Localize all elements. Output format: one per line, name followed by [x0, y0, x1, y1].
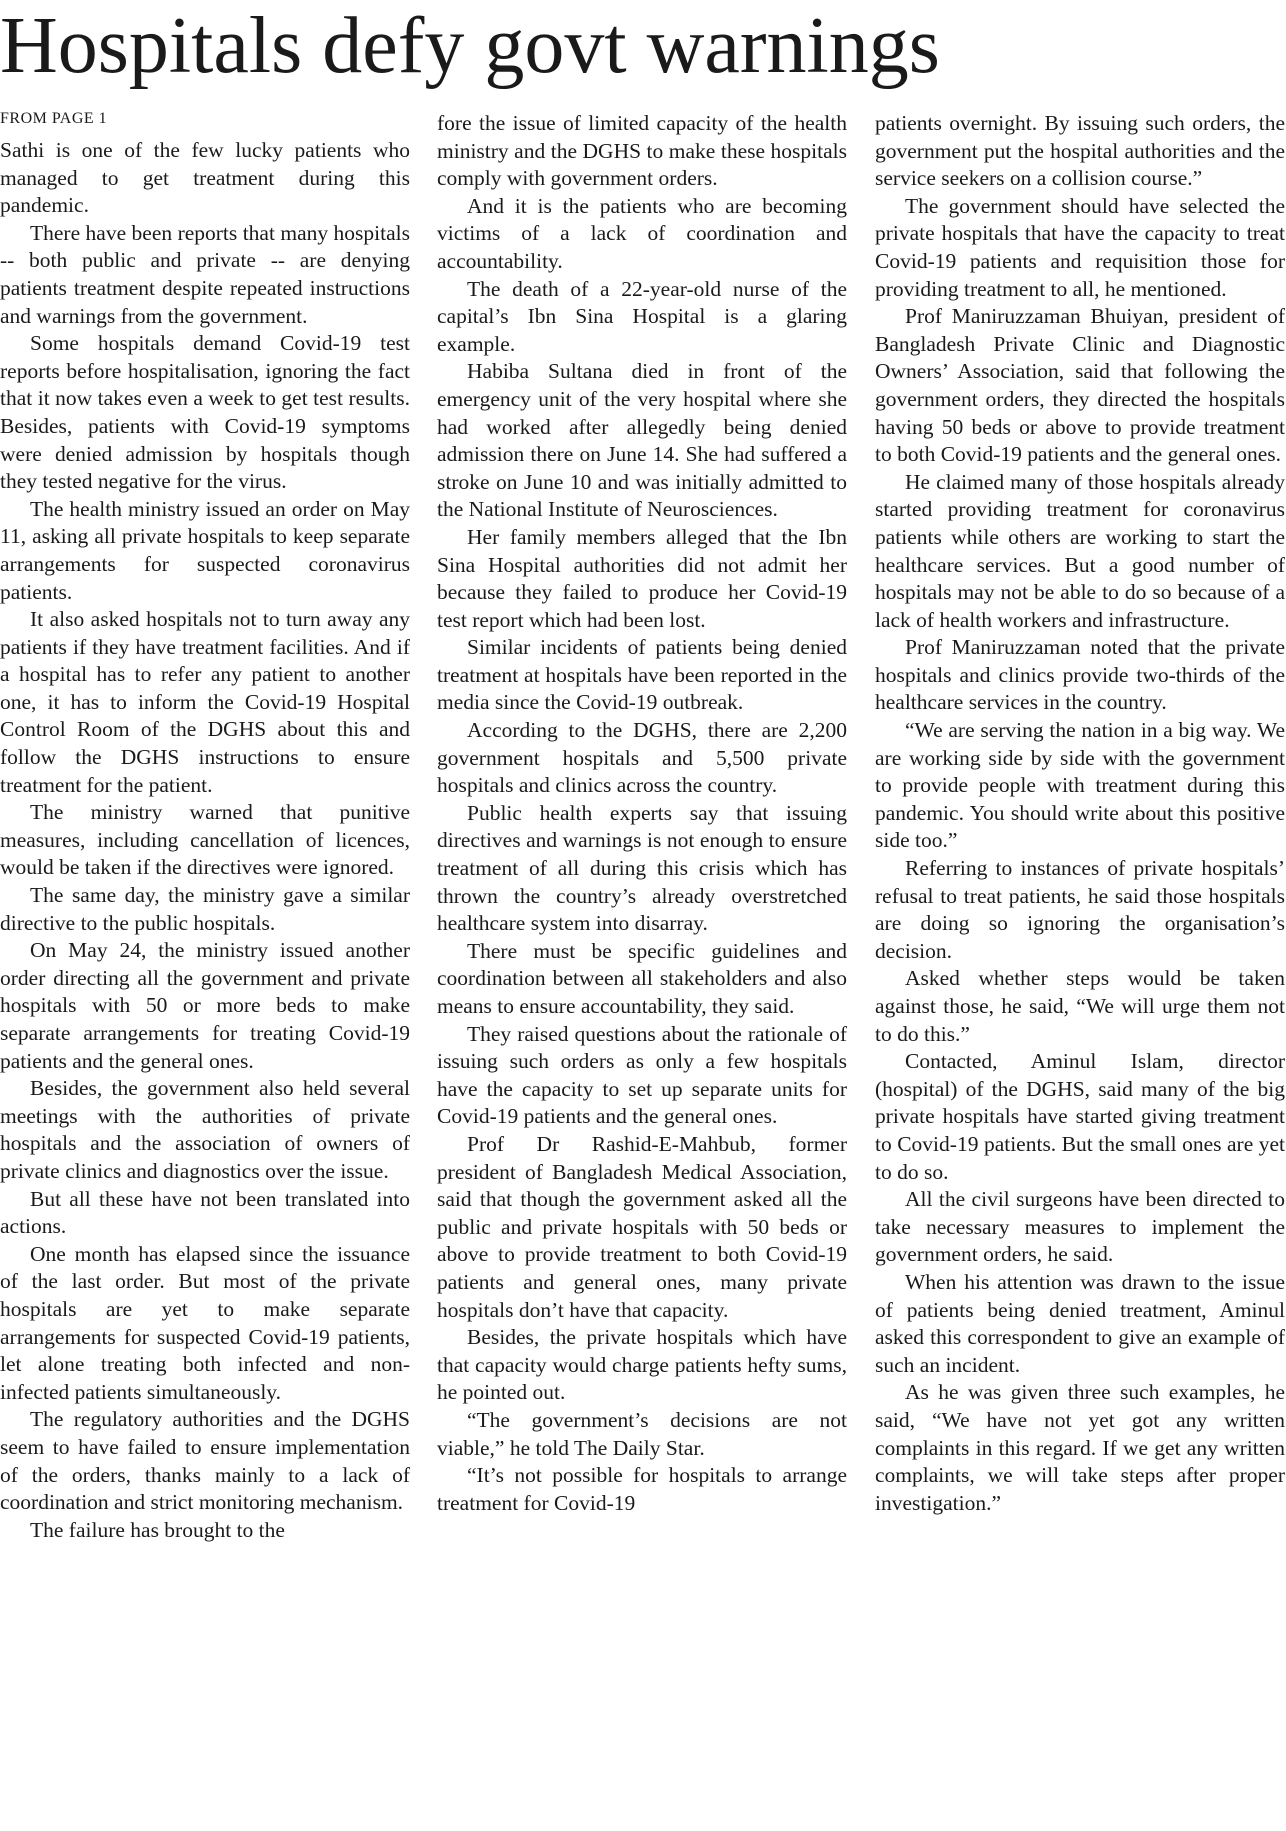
- article-column-2: [437, 110, 847, 1517]
- paragraph-continued: fore the issue of limited capacity of the health ministry and the DGHS to make these hospitals comply with government orders.: [437, 111, 847, 191]
- paragraph: He claimed many of those hospitals already started providing treatment for coronavirus patients while others are working to start the healthcare services. But a good number of hospitals may not be able to do so because of a lack of health workers and infrastructure.: [875, 469, 1285, 632]
- paragraph: The regulatory authorities and the DGHS seem to have failed to ensure implementation of the orders, thanks mainly to a lack of coordination and strict monitoring mechanism.: [0, 1407, 410, 1515]
- paragraph: Contacted, Aminul Islam, director (hospital) of the DGHS, said many of the big private hospitals have started giving treatment to Covid-19 patients. But the small ones are yet to do so.: [875, 1049, 1285, 1184]
- paragraph: “The government’s decisions are not viable,” he told The Daily Star.: [437, 1407, 847, 1460]
- paragraph: On May 24, the ministry issued another order directing all the government and private hospitals with 50 or more beds to make separate arrangements for treating Covid-19 patients and the general ones.: [0, 938, 410, 1073]
- paragraph: Prof Maniruzzaman Bhuiyan, president of Bangladesh Private Clinic and Diagnostic Owners’ Association, said that following the government orders, they directed the hospitals having 50 beds or above to provide treatment to both Covid-19 patients and the general ones.: [875, 304, 1285, 467]
- paragraph: The same day, the ministry gave a similar directive to the public hospitals.: [0, 883, 410, 935]
- paragraph: Prof Maniruzzaman noted that the private hospitals and clinics provide two-thirds of the healthcare services in the country.: [875, 635, 1285, 715]
- paragraph: All the civil surgeons have been directed to take necessary measures to implement the government orders, he said.: [875, 1187, 1285, 1267]
- paragraph: Some hospitals demand Covid-19 test reports before hospitalisation, ignoring the fact that it now takes even a week to get test results. Besides, patients with Covid-19 symptoms were denied admission by hospitals though they tested negative for the virus.: [0, 331, 410, 494]
- paragraph: Besides, the government also held several meetings with the authorities of private hospitals and the association of owners of private clinics and diagnostics over the issue.: [0, 1076, 410, 1183]
- paragraph: One month has elapsed since the issuance of the last order. But most of the private hospitals are yet to make separate arrangements for suspected Covid-19 patients, let alone treating both infected and non-infected patients simultaneously.: [0, 1241, 410, 1404]
- paragraph: Her family members alleged that the Ibn Sina Hospital authorities did not admit her because they failed to produce her Covid-19 test report which had been lost.: [437, 524, 847, 632]
- headline: Hospitals defy govt warnings: [0, 2, 940, 90]
- paragraph: “It’s not possible for hospitals to arrange treatment for Covid-19: [437, 1463, 847, 1515]
- paragraph: Asked whether steps would be taken against those, he said, “We will urge them not to do this.”: [875, 966, 1285, 1046]
- paragraph: The ministry warned that punitive measures, including cancellation of licences, would be taken if the directives were ignored.: [0, 800, 410, 880]
- paragraph: “We are serving the nation in a big way. We are working side by side with the government to provide people with treatment during this pandemic. You should write about this positive side too.”: [875, 718, 1285, 853]
- paragraph: Similar incidents of patients being denied treatment at hospitals have been reported in the media since the Covid-19 outbreak.: [437, 635, 847, 715]
- paragraph-continued: patients overnight. By issuing such orders, the government put the hospital authorities and the service seekers on a collision course.”: [875, 111, 1285, 191]
- article-column-3: [875, 110, 1285, 1517]
- paragraph: The death of a 22-year-old nurse of the capital’s Ibn Sina Hospital is a glaring example.: [437, 276, 847, 356]
- paragraph: Habiba Sultana died in front of the emergency unit of the very hospital where she had worked after allegedly being denied admission there on June 14. She had suffered a stroke on June 10 and was initially admitted to the National Institute of Neurosciences.: [437, 359, 847, 522]
- paragraph: There have been reports that many hospitals -- both public and private -- are denying patients treatment despite repeated instructions and warnings from the government.: [0, 220, 410, 328]
- paragraph: It also asked hospitals not to turn away any patients if they have treatment facilities. And if a hospital has to refer any patient to another one, it has to inform the Covid-19 Hospital Control Room of the DGHS about this and follow the DGHS instructions to ensure treatment for the patient.: [0, 607, 410, 797]
- paragraph: And it is the patients who are becoming victims of a lack of coordination and accountability.: [437, 193, 847, 273]
- paragraph: Public health experts say that issuing directives and warnings is not enough to ensure treatment of all during this crisis which has thrown the country’s already overstretched healthcare system into disarray.: [437, 800, 847, 936]
- paragraph: Besides, the private hospitals which have that capacity would charge patients hefty sums, he pointed out.: [437, 1325, 847, 1405]
- paragraph: When his attention was drawn to the issue of patients being denied treatment, Aminul asked this correspondent to give an example of such an incident.: [875, 1269, 1285, 1377]
- paragraph: The government should have selected the private hospitals that have the capacity to treat Covid-19 patients and requisition those for providing treatment to all, he mentioned.: [875, 193, 1285, 301]
- paragraph: The health ministry issued an order on May 11, asking all private hospitals to keep separate arrangements for suspected coronavirus patients.: [0, 496, 410, 604]
- article-column-1: [0, 137, 410, 1544]
- paragraph: They raised questions about the rationale of issuing such orders as only a few hospitals have the capacity to set up separate units for Covid-19 patients and the general ones.: [437, 1021, 847, 1129]
- paragraph: Sathi is one of the few lucky patients who managed to get treatment during this pandemic.: [0, 138, 410, 218]
- paragraph: But all these have not been translated into actions.: [0, 1186, 410, 1239]
- paragraph: Referring to instances of private hospitals’ refusal to treat patients, he said those hospitals are doing so ignoring the organisation’s decision.: [875, 856, 1285, 963]
- paragraph: The failure has brought to the: [30, 1517, 285, 1542]
- continued-from-label: FROM PAGE 1: [0, 110, 108, 127]
- paragraph: According to the DGHS, there are 2,200 government hospitals and 5,500 private hospitals and clinics across the country.: [437, 718, 847, 798]
- paragraph: As he was given three such examples, he said, “We have not yet got any written complaints in this regard. If we get any written complaints, we will take steps after proper investigation.”: [875, 1380, 1285, 1515]
- paragraph: Prof Dr Rashid-E-Mahbub, former president of Bangladesh Medical Association, said that though the government asked all the public and private hospitals with 50 beds or above to provide treatment to both Covid-19 patients and general ones, many private hospitals don’t have that capacity.: [437, 1131, 847, 1322]
- paragraph: There must be specific guidelines and coordination between all stakeholders and also means to ensure accountability, they said.: [437, 938, 847, 1018]
